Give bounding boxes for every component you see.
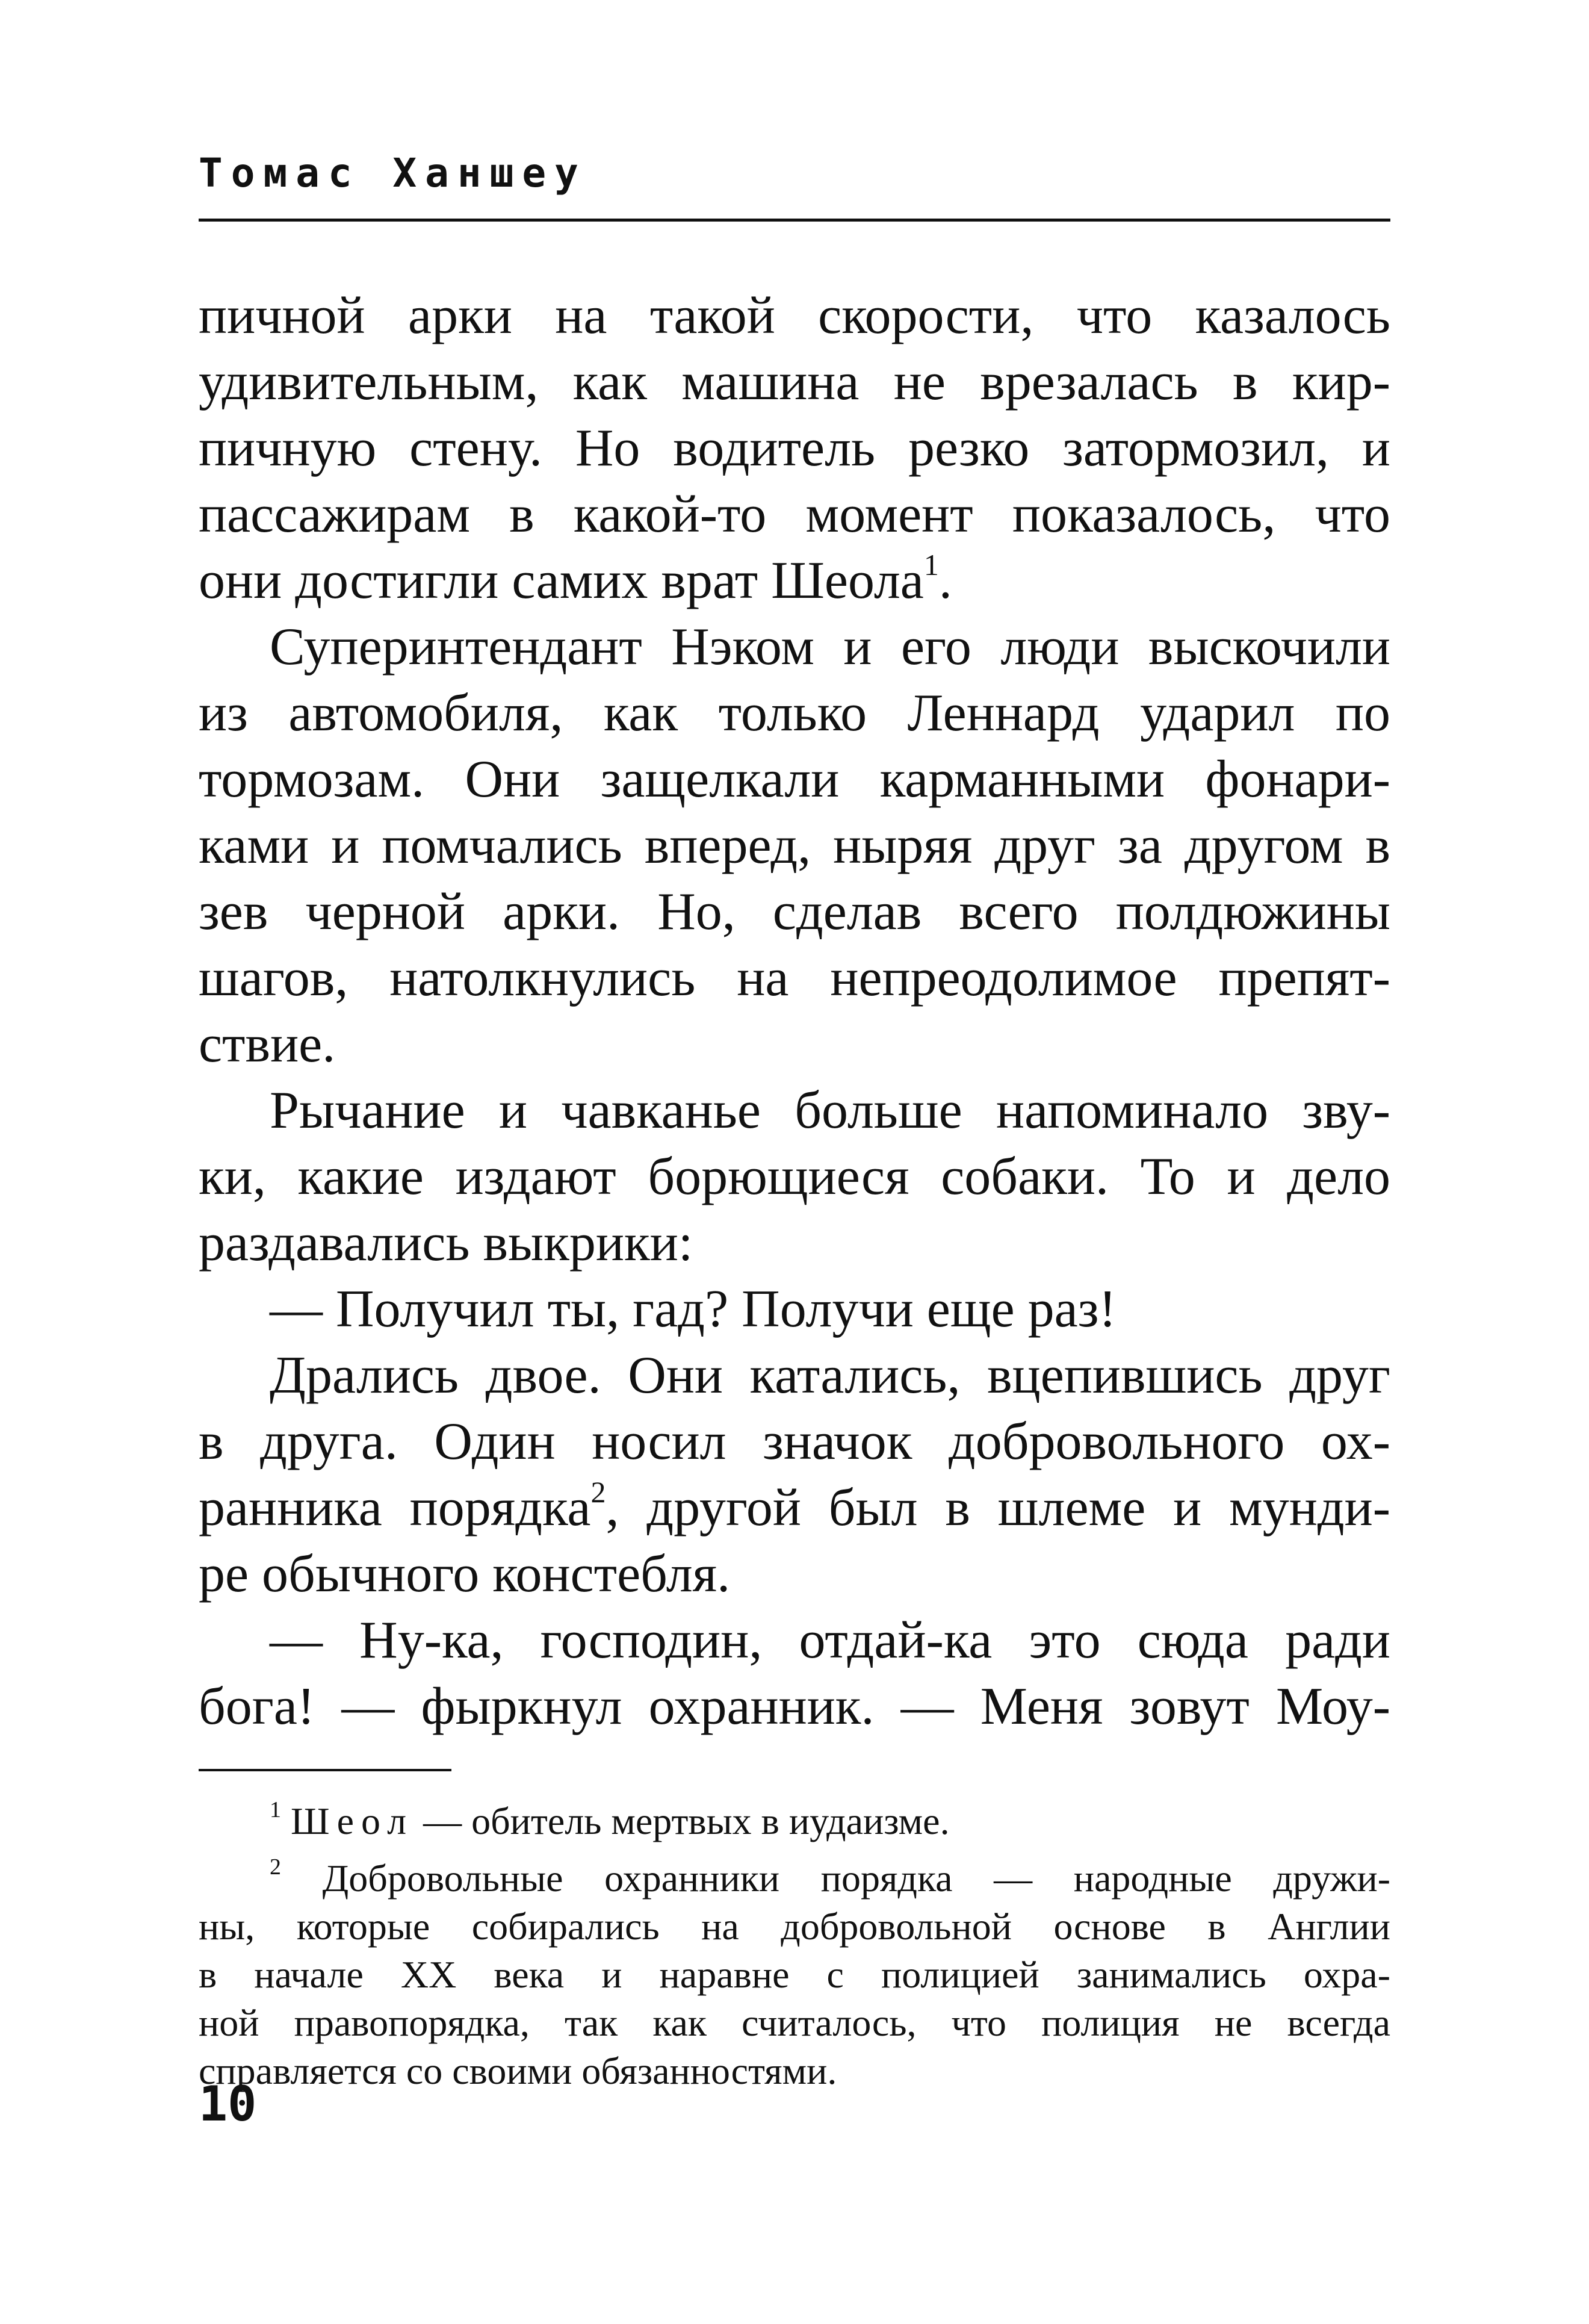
text-line: из автомобиля, как только Леннард ударил по xyxy=(199,684,1390,742)
text-line: шагов, натолкнулись на непреодолимое препят- xyxy=(199,949,1390,1007)
text-line: ствие. xyxy=(199,1015,336,1073)
text-line: пичную стену. Но водитель резко затормозил, и xyxy=(199,419,1390,477)
header-rule xyxy=(199,219,1390,222)
text-line: ки, какие издают борющиеся собаки. То и дело xyxy=(199,1148,1390,1206)
text-line: пичной арки на такой скорости, что казалось xyxy=(199,287,1390,345)
footnote-2-line: ной правопорядка, так как считалось, что полиция не всегда xyxy=(199,2001,1390,2044)
running-head-author: Томас Ханшеу xyxy=(199,150,587,196)
footnote-mark: 2 xyxy=(270,1854,281,1880)
footnote-ref-2: 2 xyxy=(590,1475,606,1509)
text-line: Дрались двое. Они катались, вцепившись друг xyxy=(270,1346,1390,1405)
text-line: Суперинтендант Нэком и его люди выскочили xyxy=(270,618,1390,676)
text-line: раздавались выкрики: xyxy=(199,1214,693,1272)
footnote-mark: 1 xyxy=(270,1797,281,1822)
text-line: пассажирам в какой-то момент показалось, что xyxy=(199,485,1390,544)
footnote-2-line: ны, которые собирались на добровольной основе в Англии xyxy=(199,1905,1390,1948)
text-line: они достигли самих врат Шеола$^1$. xyxy=(199,548,952,610)
footnote-rule xyxy=(199,1769,451,1771)
text-line: зев черной арки. Но, сделав всего полдюжины xyxy=(199,883,1390,941)
text-line: бога! — фыркнул охранник. — Меня зовут Моу- xyxy=(199,1677,1390,1736)
dialogue-line: — Ну-ка, господин, отдай-ка это сюда ради xyxy=(270,1611,1390,1670)
text-line: ранника порядка$^2$, другой был в шлеме и мунди- xyxy=(199,1475,1390,1537)
text-line: в друга. Один носил значок добровольного ох- xyxy=(199,1412,1390,1471)
text-line: ками и помчались вперед, ныряя друг за другом в xyxy=(199,816,1390,875)
text-line: тормозам. Они защелкали карманными фонари- xyxy=(199,750,1390,809)
footnote-1: $^1$ Шеол — обитель мертвых в иудаизме. xyxy=(270,1797,950,1842)
text-line: ре обычного констебля. xyxy=(199,1545,731,1603)
footnote-2-line: в начале XX века и наравне с полицией занимались охра- xyxy=(199,1953,1390,1996)
footnote-ref-1: 1 xyxy=(923,548,939,582)
text-line: Рычание и чавканье больше напоминало зву- xyxy=(270,1081,1390,1140)
footnote-2-line: справляется со своими обязанностями. xyxy=(199,2049,837,2092)
footnote-term: Шеол xyxy=(291,1800,414,1842)
footnote-2: $^2$ Добровольные охранники порядка — народные дружи- xyxy=(270,1854,1391,1900)
text-line: удивительным, как машина не врезалась в кир- xyxy=(199,353,1390,411)
page-number: 10 xyxy=(199,2076,257,2132)
dialogue-line: — Получил ты, гад? Получи еще раз! xyxy=(270,1280,1117,1338)
